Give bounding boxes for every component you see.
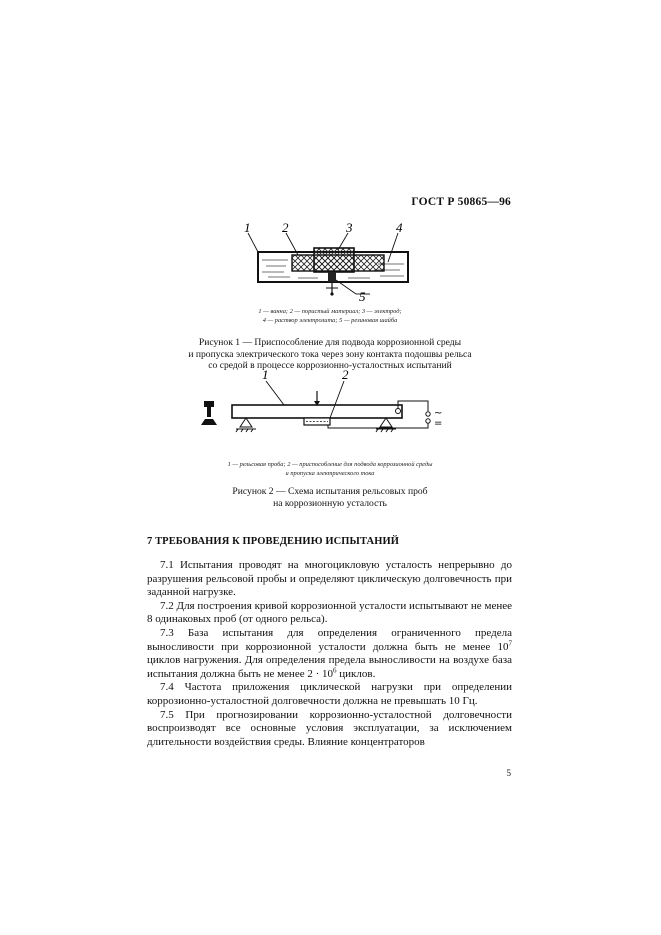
paragraph-7-1: 7.1 Испытания проводят на многоцикловую усталость непрерывно до разрушения рельсовой пробы и определяют циклическую долговечность при заданной нагрузке. xyxy=(147,559,512,599)
figure-1-caption-line-1: Рисунок 1 — Приспособление для подвода коррозионной среды xyxy=(198,337,462,348)
figure-1-diagram xyxy=(238,222,418,314)
dc-symbol: = xyxy=(434,418,443,429)
left-support xyxy=(236,418,256,432)
fig1-label-3: 3 xyxy=(346,222,353,235)
paragraph-7-2: 7.2 Для построения кривой коррозионной усталости испытывают не менее 8 одинаковых проб (от одного рельса). xyxy=(147,599,512,626)
figure-2-caption-line-2: на коррозионную усталость xyxy=(273,497,387,509)
page-number: 5 xyxy=(506,768,511,778)
right-support xyxy=(376,418,396,432)
rail-specimen xyxy=(232,405,402,418)
section-7-title: 7 ТРЕБОВАНИЯ К ПРОВЕДЕНИЮ ИСПЫТАНИЙ xyxy=(147,536,400,547)
fig2-label-2: 2 xyxy=(342,367,349,382)
rail-profile-icon xyxy=(201,401,217,425)
figure-1-legend-line-2: 4 — раствор электролита; 5 — резиновая шайба xyxy=(262,317,398,324)
fig2-label-1: 1 xyxy=(262,367,269,382)
figure-2-diagram xyxy=(196,365,458,435)
figure-1-legend xyxy=(150,307,510,325)
paragraph-7-4: 7.4 Частота приложения циклической нагрузки при определении коррозионно-усталостной долговечности должна не превышать 10 Гц. xyxy=(147,681,512,707)
paragraph-7-3-part-c: циклов. xyxy=(336,667,376,680)
electrode xyxy=(314,248,354,272)
exponent-7: 7 xyxy=(508,638,512,647)
paragraph-7-3-part-a: 7.3 База испытания для определения ограниченного предела выносливости при коррозионной усталости должна быть не менее 10 xyxy=(147,626,512,653)
figure-1-legend-line-1: 1 — ванна; 2 — пористый материал; 3 — электрод; xyxy=(258,308,402,315)
fig1-label-4: 4 xyxy=(396,222,403,235)
ac-symbol: ~ xyxy=(434,408,443,419)
figure-2-legend-line-2: и пропуска электрического тока xyxy=(285,470,375,477)
paragraph-7-3-part-b: циклов нагружения. Для определения предела выносливости на воздухе база испытания должна быть не менее 2 · 10 xyxy=(147,654,512,680)
fig1-label-5: 5 xyxy=(359,289,366,304)
paragraph-7-5: 7.5 При прогнозировании коррозионно-усталостной долговечности воспроизводят все основные условия эксплуатации, за исключением длительности воздействия среды. Влияние концентраторов xyxy=(147,708,512,748)
figure-2-legend-line-1: 1 — рельсовая проба; 2 — приспособление для подвода коррозионной среды xyxy=(227,461,433,468)
section-7-body xyxy=(147,559,512,749)
figure-2-caption xyxy=(150,486,510,509)
rubber-washer xyxy=(328,272,336,282)
figure-1-caption-line-3: со средой в процессе коррозионно-усталостных испытаний xyxy=(208,360,452,371)
paragraph-7-3 xyxy=(147,627,512,681)
standard-header: ГОСТ Р 50865—96 xyxy=(411,196,511,208)
fig1-label-1: 1 xyxy=(244,222,251,235)
fig1-label-2: 2 xyxy=(282,222,289,235)
figure-2-caption-line-1: Рисунок 2 — Схема испытания рельсовых проб xyxy=(232,486,428,497)
exponent-6: 6 xyxy=(333,666,337,675)
figure-1-caption-line-2: и пропуска электрического тока через зону контакта подошвы рельса xyxy=(188,348,472,360)
figure-2-legend xyxy=(150,460,510,478)
